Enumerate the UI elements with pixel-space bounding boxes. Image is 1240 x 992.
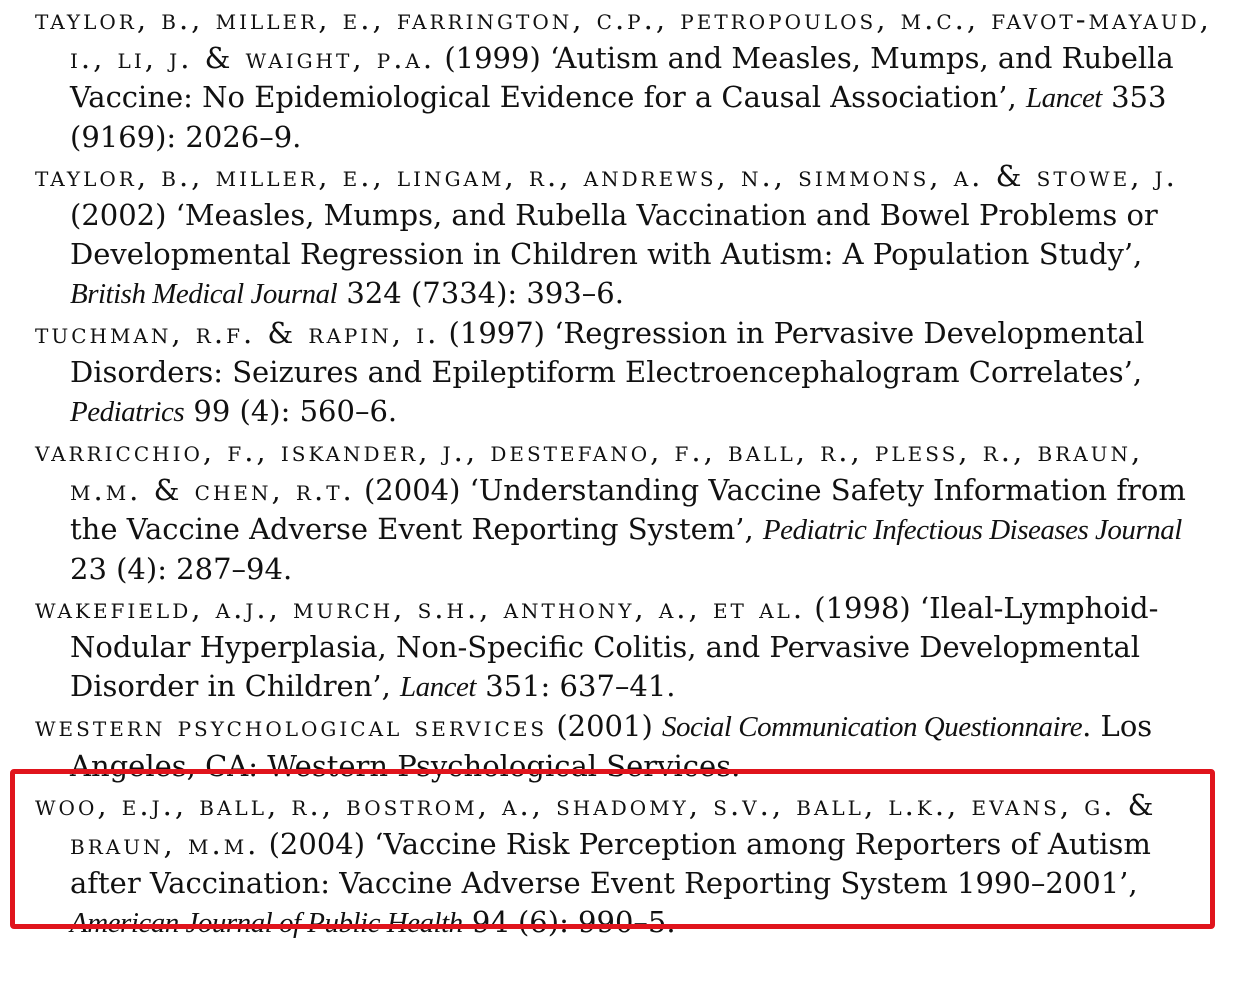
reference-authors: taylor, b., miller, e., farrington, c.p., petropoulos, m.c., favot-mayaud, i., li, j. & waight, p.a. <box>35 2 1212 75</box>
reference-journal: Lancet <box>400 671 476 703</box>
reference-title: (1999) ‘Autism and Measles, Mumps, and Rubella Vaccine: No Epidemiological Evidence for a Causal Association’, <box>70 41 1174 114</box>
reference-journal: Lancet <box>1025 82 1102 114</box>
reference-authors: woo, e.j., ball, r., bostrom, a., shadomy, s.v., ball, l.k., evans, g. & braun, m.m. <box>35 788 1157 861</box>
reference-authors: varricchio, f., iskander, j., destefano, f., ball, r., pless, r., braun, m.m. & chen, r.t. <box>35 434 1144 507</box>
reference-entry-taylor-2002 <box>35 157 1220 314</box>
reference-volume: 351: 637–41. <box>475 669 676 703</box>
reference-entry-woo-2004 <box>35 786 1220 943</box>
reference-volume: 353 (9169): 2026–9. <box>70 80 1167 154</box>
reference-volume: 324 (7334): 393–6. <box>337 276 624 310</box>
reference-volume: . Los Angeles, CA: Western Psychological Services. <box>70 709 1153 783</box>
reference-authors: taylor, b., miller, e., lingam, r., andrews, n., simmons, a. & stowe, j. <box>35 159 1178 193</box>
reference-title: (1997) ‘Regression in Pervasive Developmental Disorders: Seizures and Epileptiform Electroencephalogram Correlates’, <box>70 316 1145 389</box>
reference-journal: Pediatric Infectious Diseases Journal <box>762 514 1182 546</box>
reference-entry-wps-2001 <box>35 707 1220 786</box>
reference-authors: wakefield, a.j., murch, s.h., anthony, a., et al. <box>35 591 806 625</box>
reference-journal: British Medical Journal <box>70 278 338 310</box>
reference-title: (2001) <box>547 709 662 743</box>
reference-journal: Social Communication Questionnaire <box>662 711 1083 743</box>
reference-title: (2002) ‘Measles, Mumps, and Rubella Vaccination and Bowel Problems or Developmental Regression in Children with Autism: A Population Study’, <box>70 198 1158 271</box>
reference-volume: 99 (4): 560–6. <box>184 394 398 428</box>
reference-journal: Pediatrics <box>70 396 185 428</box>
reference-entry-taylor-1999 <box>35 0 1220 157</box>
reference-journal: American Journal of Public Health <box>70 907 463 939</box>
reference-volume: 23 (4): 287–94. <box>70 552 293 586</box>
reference-list <box>35 0 1220 943</box>
reference-entry-tuchman-1997 <box>35 314 1220 432</box>
reference-title: (1998) ‘Ileal-Lymphoid-Nodular Hyperplasia, Non-Specific Colitis, and Pervasive Developmental Disorder in Children’, <box>70 591 1159 703</box>
reference-title: (2004) ‘Vaccine Risk Perception among Reporters of Autism after Vaccination: Vaccine Adverse Event Reporting System 1990–2001’, <box>70 827 1151 900</box>
reference-authors: western psychological services <box>35 709 548 743</box>
reference-title: (2004) ‘Understanding Vaccine Safety Information from the Vaccine Adverse Event Reporting System’, <box>70 473 1186 546</box>
reference-entry-varricchio-2004 <box>35 432 1220 589</box>
reference-volume: 94 (6): 990–5. <box>462 905 676 939</box>
reference-entry-wakefield-1998 <box>35 589 1220 707</box>
reference-authors: tuchman, r.f. & rapin, i. <box>35 316 440 350</box>
